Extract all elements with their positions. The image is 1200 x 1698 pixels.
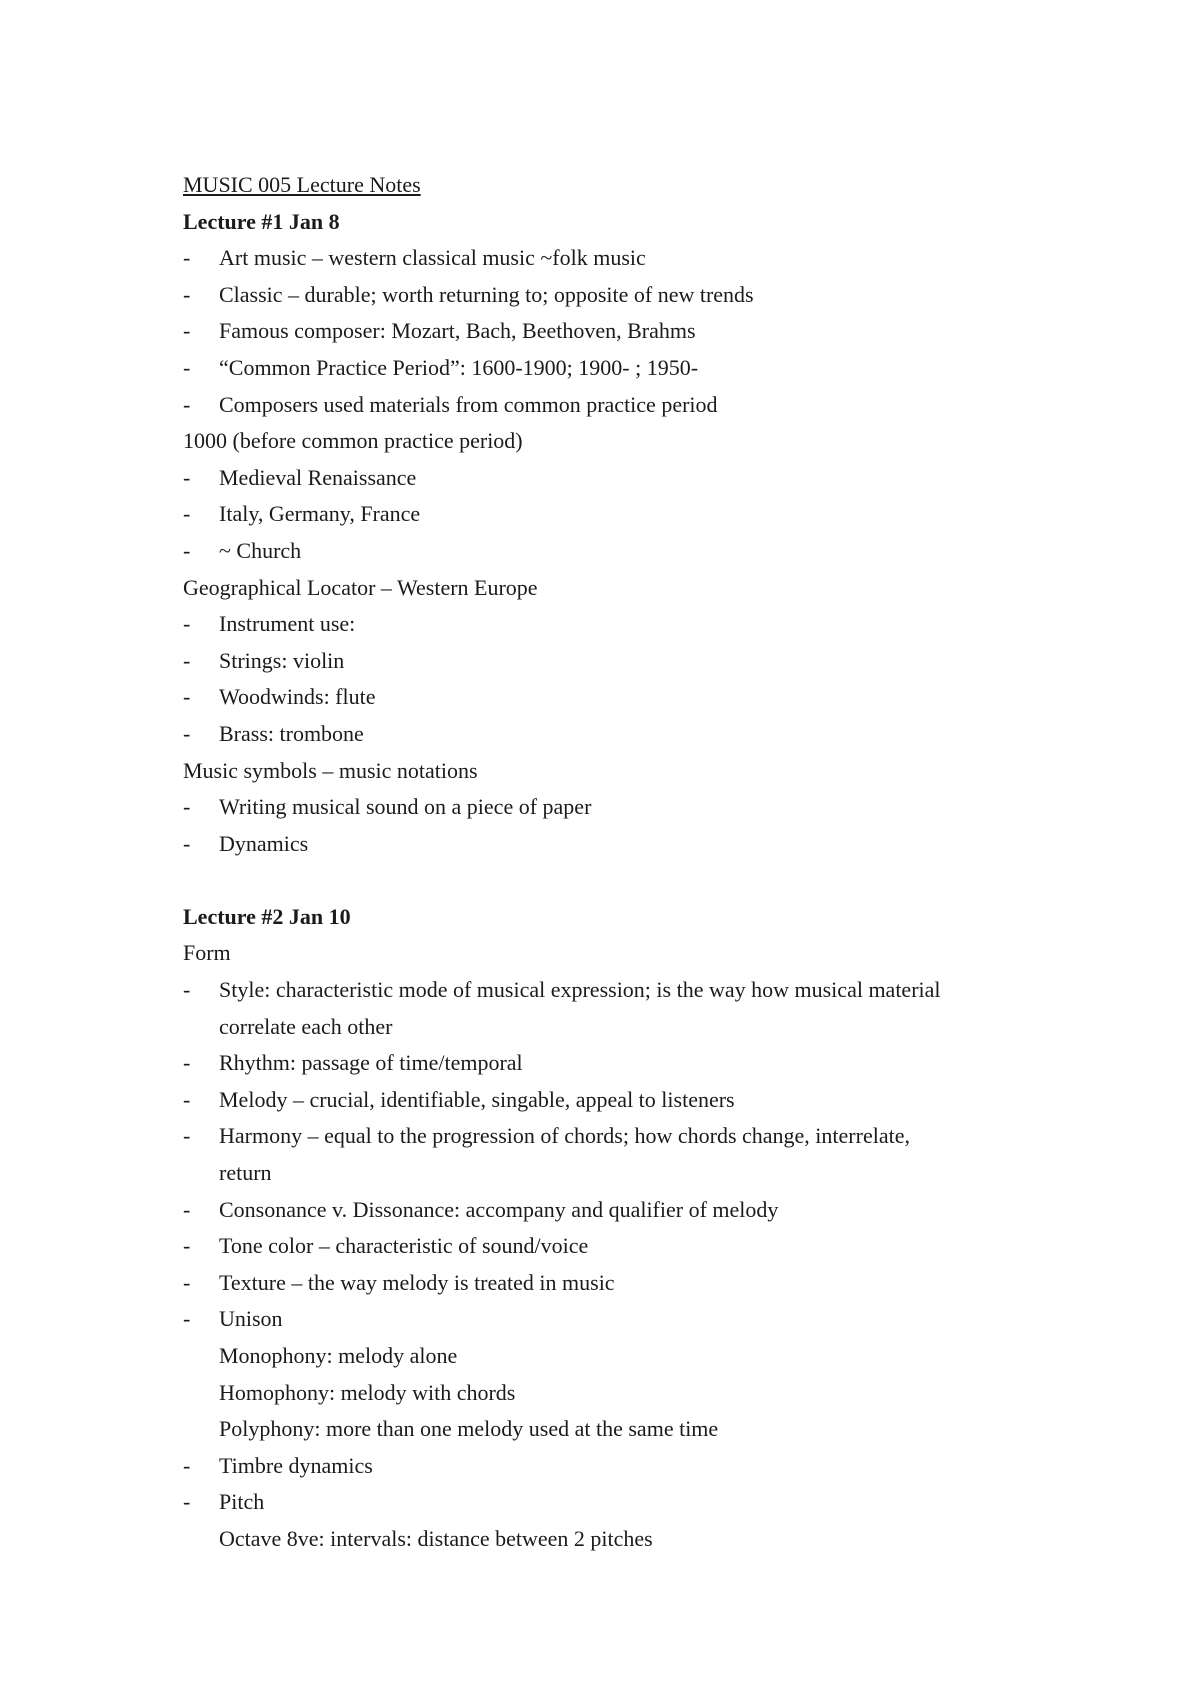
bullet-item	[183, 496, 1083, 533]
bullet-text: Instrument use:	[219, 611, 356, 637]
bullet-dash: -	[183, 794, 191, 820]
bullet-item	[183, 1118, 1083, 1155]
blank-line	[183, 862, 1083, 899]
indented-line: Monophony: melody alone	[219, 1343, 458, 1368]
bullet-text: ~ Church	[219, 537, 302, 563]
bullet-item	[183, 1192, 1083, 1229]
document-body	[183, 167, 1083, 1558]
bullet-text: Consonance v. Dissonance: accompany and qualifier of melody	[219, 1196, 779, 1222]
bullet-dash: -	[183, 1123, 191, 1149]
bullet-text: Italy, Germany, France	[219, 501, 421, 527]
bullet-text: Classic – durable; worth returning to; opposite of new trends	[219, 281, 754, 307]
bullet-dash: -	[183, 830, 191, 856]
bullet-text: Timbre dynamics	[219, 1452, 373, 1478]
bullet-item	[183, 1301, 1083, 1338]
text-line: Form	[183, 940, 231, 966]
bullet-text: “Common Practice Period”: 1600-1900; 1900- ; 1950-	[219, 354, 699, 380]
bullet-text: Pitch	[219, 1489, 265, 1515]
bullet-item	[183, 679, 1083, 716]
bullet-text: Tone color – characteristic of sound/voice	[219, 1233, 589, 1259]
bullet-item	[183, 643, 1083, 680]
bullet-text: Art music – western classical music ~folk music	[219, 245, 646, 271]
bullet-dash: -	[183, 537, 191, 563]
bullet-item	[183, 972, 1083, 1009]
bullet-text: Dynamics	[219, 830, 309, 856]
bullet-dash: -	[183, 611, 191, 637]
indented-line: Polyphony: more than one melody used at the same time	[219, 1416, 719, 1442]
bullet-item	[183, 313, 1083, 350]
bullet-item	[183, 1484, 1083, 1521]
bullet-dash: -	[183, 318, 191, 344]
bullet-text: Harmony – equal to the progression of chords; how chords change, interrelate,	[219, 1123, 910, 1149]
bullet-item	[183, 387, 1083, 424]
bullet-item	[183, 1228, 1083, 1265]
bullet-dash: -	[183, 501, 191, 527]
bullet-dash: -	[183, 1452, 191, 1478]
bullet-item	[183, 606, 1083, 643]
bullet-item	[183, 1045, 1083, 1082]
bullet-text: Writing musical sound on a piece of paper	[219, 794, 592, 820]
bullet-item	[183, 826, 1083, 863]
bullet-dash: -	[183, 647, 191, 673]
bullet-dash: -	[183, 1050, 191, 1076]
bullet-dash: -	[183, 1086, 191, 1112]
bullet-dash: -	[183, 391, 191, 417]
bullet-text: Medieval Renaissance	[219, 464, 417, 490]
bullet-dash: -	[183, 1233, 191, 1259]
bullet-dash: -	[183, 1269, 191, 1295]
bullet-item	[183, 240, 1083, 277]
bullet-item	[183, 716, 1083, 753]
bullet-item	[183, 1082, 1083, 1119]
bullet-text: Rhythm: passage of time/temporal	[219, 1050, 523, 1076]
text-line: Geographical Locator – Western Europe	[183, 574, 538, 600]
bullet-dash: -	[183, 464, 191, 490]
text-line: Music symbols – music notations	[183, 757, 478, 783]
bullet-dash: -	[183, 684, 191, 710]
bullet-item	[183, 533, 1083, 570]
bullet-item	[183, 1265, 1083, 1302]
bullet-text: Composers used materials from common practice period	[219, 391, 718, 417]
text-line: 1000 (before common practice period)	[183, 428, 523, 454]
bullet-dash: -	[183, 281, 191, 307]
bullet-item	[183, 1448, 1083, 1485]
bullet-dash: -	[183, 354, 191, 380]
lecture-heading: Lecture #1 Jan 8	[183, 208, 340, 234]
bullet-text: Style: characteristic mode of musical expression; is the way how musical material	[219, 977, 941, 1003]
bullet-dash: -	[183, 977, 191, 1003]
bullet-text: Texture – the way melody is treated in music	[219, 1269, 615, 1295]
indented-line: return	[219, 1160, 272, 1186]
bullet-item	[183, 460, 1083, 497]
bullet-item	[183, 350, 1083, 387]
bullet-dash: -	[183, 1489, 191, 1515]
bullet-dash: -	[183, 720, 191, 746]
bullet-dash: -	[183, 1196, 191, 1222]
bullet-dash: -	[183, 245, 191, 271]
bullet-item	[183, 277, 1083, 314]
bullet-text: Brass: trombone	[219, 720, 364, 746]
bullet-text: Woodwinds: flute	[219, 684, 376, 710]
indented-line: correlate each other	[219, 1013, 393, 1039]
indented-line: Homophony: melody with chords	[219, 1379, 516, 1405]
lecture-heading: Lecture #2 Jan 10	[183, 903, 351, 929]
bullet-text: Famous composer: Mozart, Bach, Beethoven, Brahms	[219, 318, 696, 344]
bullet-item	[183, 789, 1083, 826]
bullet-text: Unison	[219, 1306, 283, 1332]
bullet-text: Melody – crucial, identifiable, singable, appeal to listeners	[219, 1086, 735, 1112]
document-title: MUSIC 005 Lecture Notes	[183, 172, 421, 197]
bullet-text: Strings: violin	[219, 647, 345, 673]
indented-line: Octave 8ve: intervals: distance between 2 pitches	[219, 1525, 653, 1551]
bullet-dash: -	[183, 1306, 191, 1332]
